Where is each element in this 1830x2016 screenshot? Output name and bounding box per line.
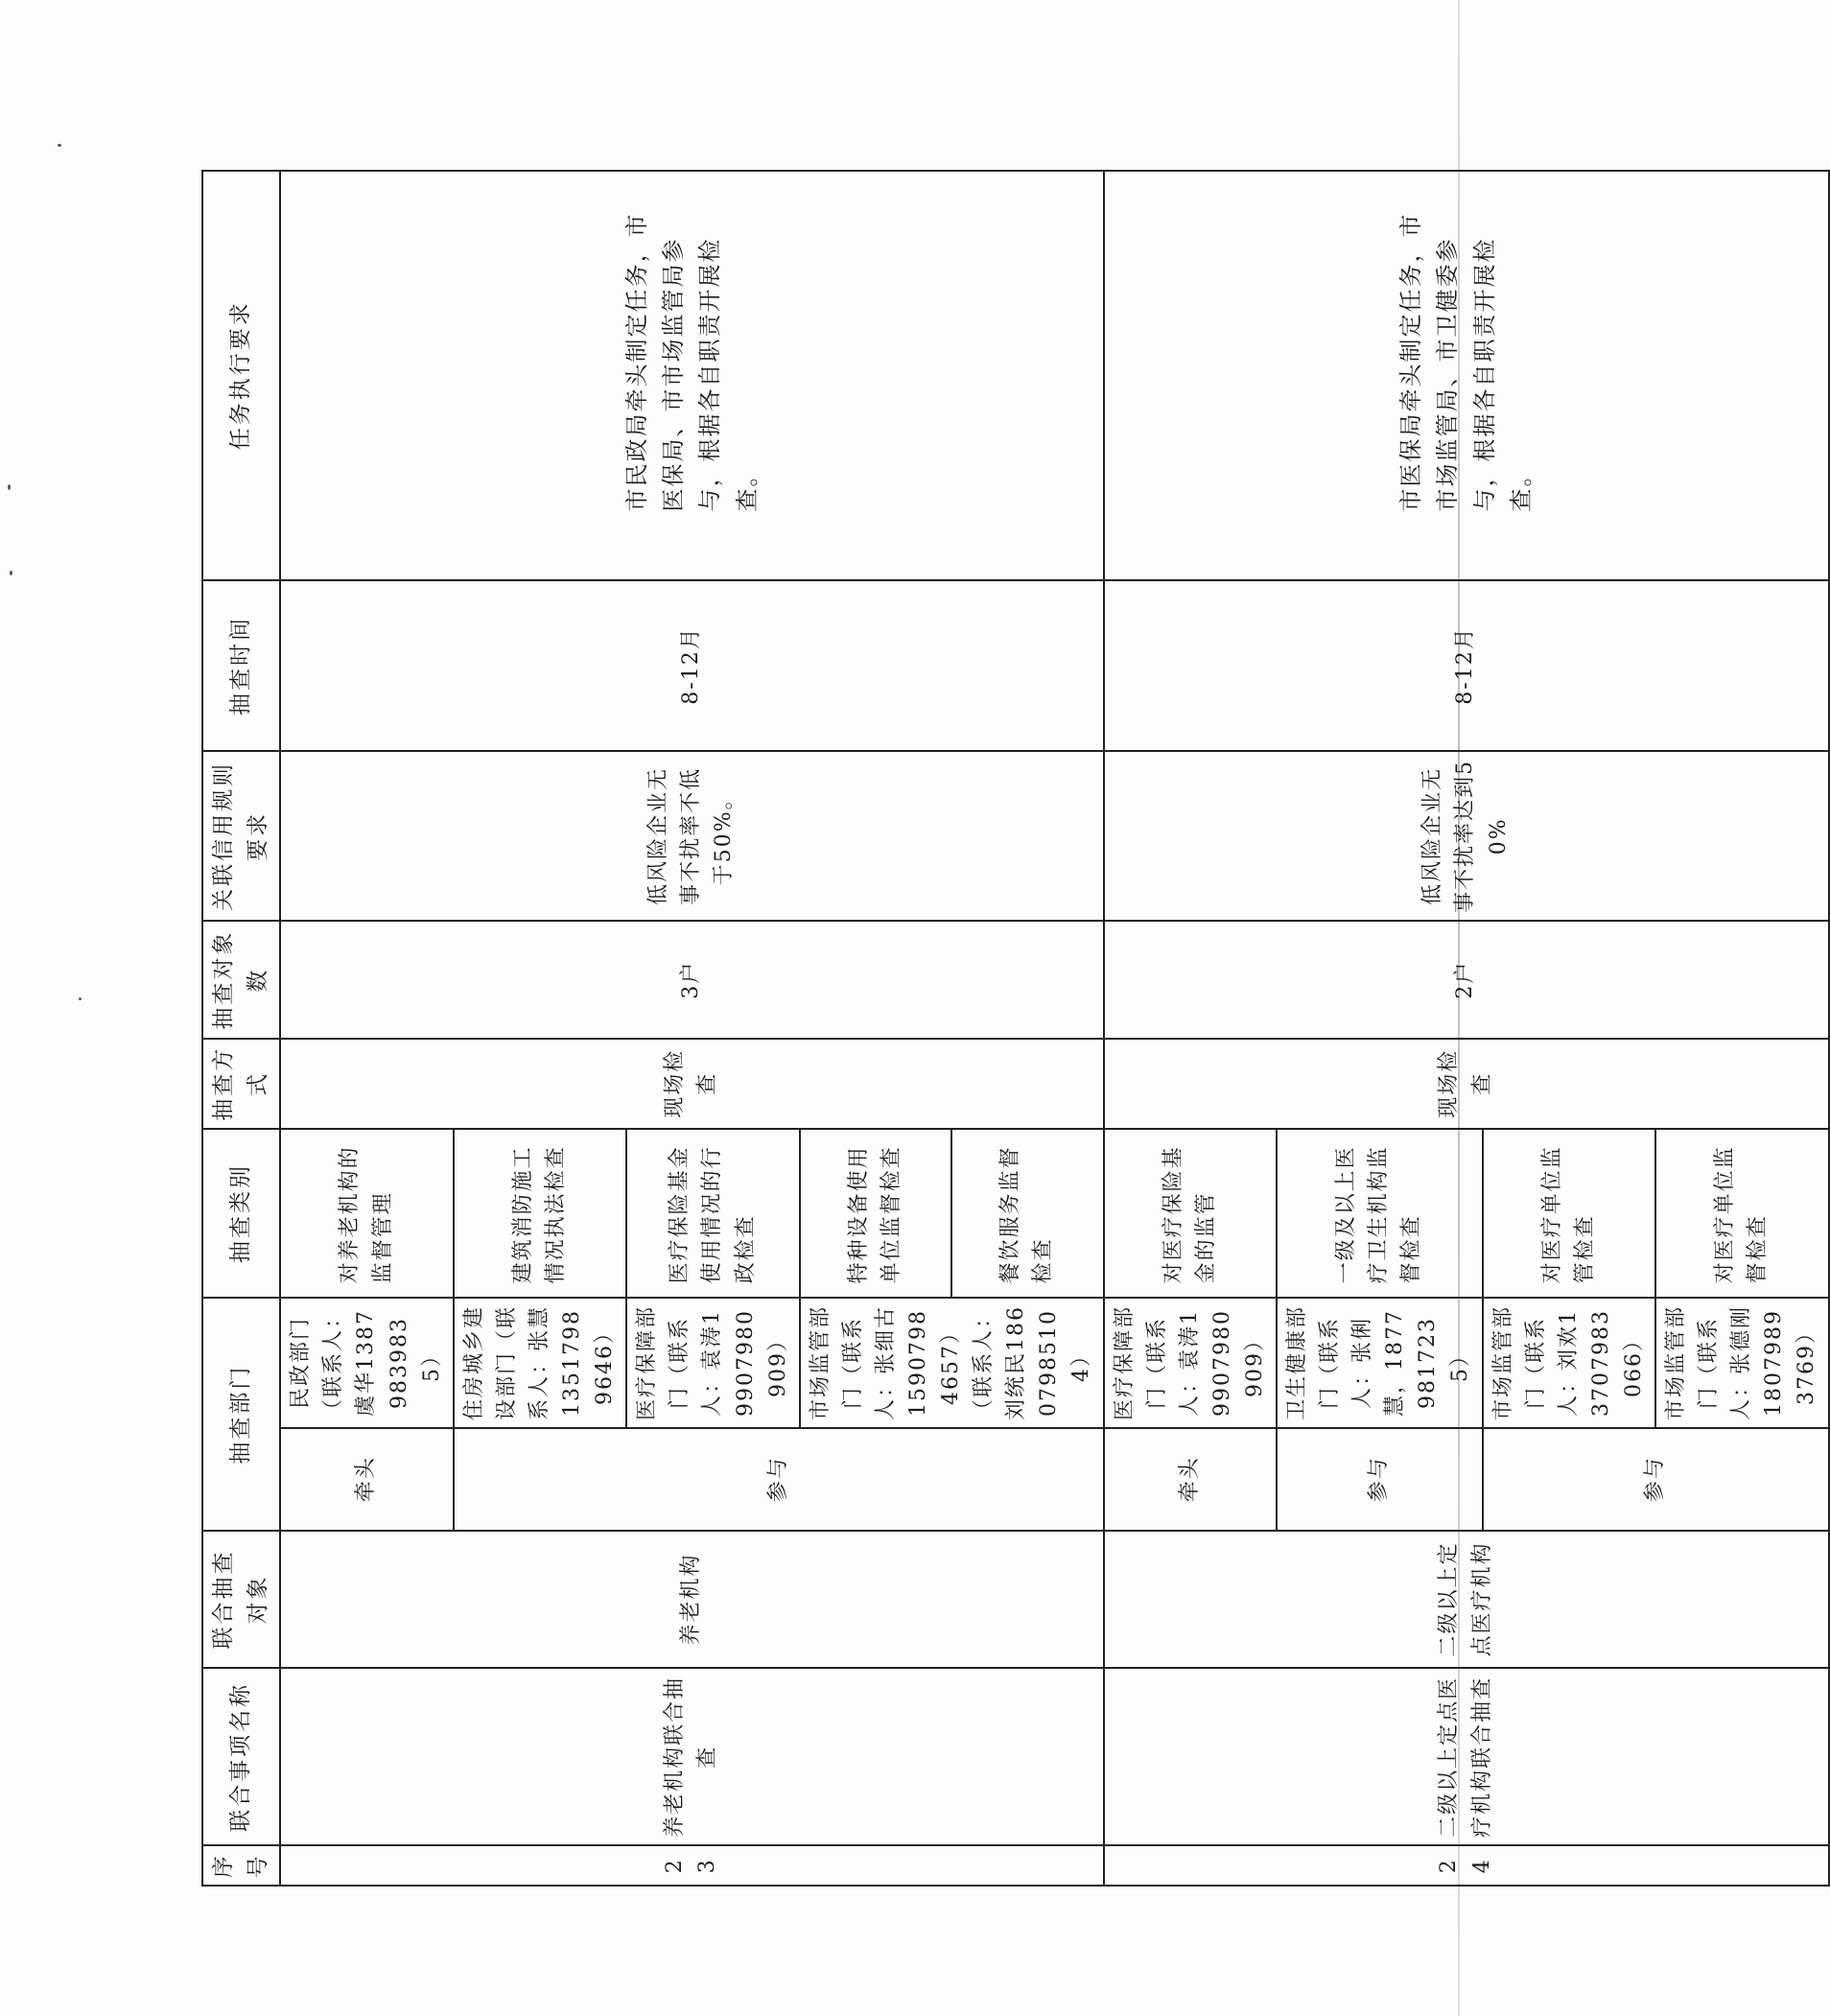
department-cell: 卫生健康部门（联系人：张俐慧，18779817235）	[1277, 1298, 1483, 1427]
department-cell: 市场监管部门（联系人：张德刚18079893769）	[1655, 1298, 1828, 1427]
role-lead: 牵头	[1104, 1428, 1277, 1531]
joint-inspection-table	[201, 170, 1830, 1887]
row-method: 现场检查	[1104, 1039, 1829, 1129]
row-target: 养老机构	[280, 1531, 1103, 1669]
department-cell: 民政部门（联系人：虞华13879839835）	[280, 1298, 453, 1427]
row-method: 现场检查	[280, 1039, 1103, 1129]
role-lead: 牵头	[280, 1428, 453, 1531]
category-cell: 餐饮服务监督检查	[951, 1129, 1103, 1299]
row-item-name: 养老机构联合抽查	[280, 1668, 1103, 1845]
header-row	[202, 171, 280, 1886]
header-requirement: 任务执行要求	[202, 171, 280, 580]
header-count: 抽查对象数	[202, 921, 280, 1039]
row-item-name: 二级以上定点医疗机构联合抽查	[1104, 1668, 1829, 1845]
scan-speck	[79, 997, 82, 1000]
row-credit-rule: 低风险企业无事不扰率达到50%	[1104, 751, 1829, 921]
category-cell: 医疗保险基金使用情况的行政检查	[626, 1129, 799, 1299]
header-item: 联合事项名称	[202, 1668, 280, 1845]
category-cell: 建筑消防施工情况执法检查	[454, 1129, 626, 1299]
header-department: 抽查部门	[202, 1298, 280, 1530]
role-participate: 参与	[1483, 1428, 1829, 1531]
category-cell: 对医疗保险基金的监管	[1104, 1129, 1277, 1299]
category-cell: 一级及以上医疗卫生机构监督检查	[1277, 1129, 1483, 1299]
category-cell: 对养老机构的监督管理	[280, 1129, 453, 1299]
row-time: 8-12月	[1104, 580, 1829, 752]
row-credit-rule: 低风险企业无事不扰率不低于50%。	[280, 751, 1103, 921]
header-credit-rule: 关联信用规则要求	[202, 751, 280, 921]
department-cell: 市场监管部门（联系人：张细古15907984657）（联系人：刘统民18607985104）	[800, 1298, 1104, 1427]
header-method: 抽查方式	[202, 1039, 280, 1129]
row-requirement: 市医保局牵头制定任务，市市场监管局、市卫健委参与，根据各自职责开展检查。	[1104, 171, 1829, 580]
scan-speck	[8, 484, 11, 490]
rotated-table-sheet	[201, 170, 1819, 1887]
row-seq: 23	[280, 1845, 1103, 1886]
header-seq: 序号	[202, 1845, 280, 1886]
header-target: 联合抽查对象	[202, 1531, 280, 1669]
scan-speck	[10, 571, 12, 575]
row-time: 8-12月	[280, 580, 1103, 752]
scan-speck	[58, 144, 61, 147]
category-cell: 对医疗单位监督检查	[1655, 1129, 1828, 1299]
row-seq: 24	[1104, 1845, 1829, 1886]
header-category: 抽查类别	[202, 1129, 280, 1299]
role-participate: 参与	[1277, 1428, 1483, 1531]
table-row	[280, 171, 453, 1886]
department-cell: 市场监管部门（联系人：刘欢13707983066）	[1483, 1298, 1655, 1427]
table-row	[1104, 171, 1277, 1886]
row-requirement: 市民政局牵头制定任务，市医保局、市市场监管局参与，根据各自职责开展检查。	[280, 171, 1103, 580]
category-cell: 特种设备使用单位监督检查	[800, 1129, 951, 1299]
row-target: 二级以上定点医疗机构	[1104, 1531, 1829, 1669]
row-count: 3户	[280, 921, 1103, 1039]
department-cell: 医疗保障部门（联系人：袁涛19907980909）	[1104, 1298, 1277, 1427]
header-time: 抽查时间	[202, 580, 280, 752]
department-cell: 医疗保障部门（联系人：袁涛19907980909）	[626, 1298, 799, 1427]
role-participate: 参与	[454, 1428, 1104, 1531]
row-count: 2户	[1104, 921, 1829, 1039]
department-cell: 住房城乡建设部门（联系人：张慧13517989646）	[454, 1298, 626, 1427]
category-cell: 对医疗单位监管检查	[1483, 1129, 1655, 1299]
